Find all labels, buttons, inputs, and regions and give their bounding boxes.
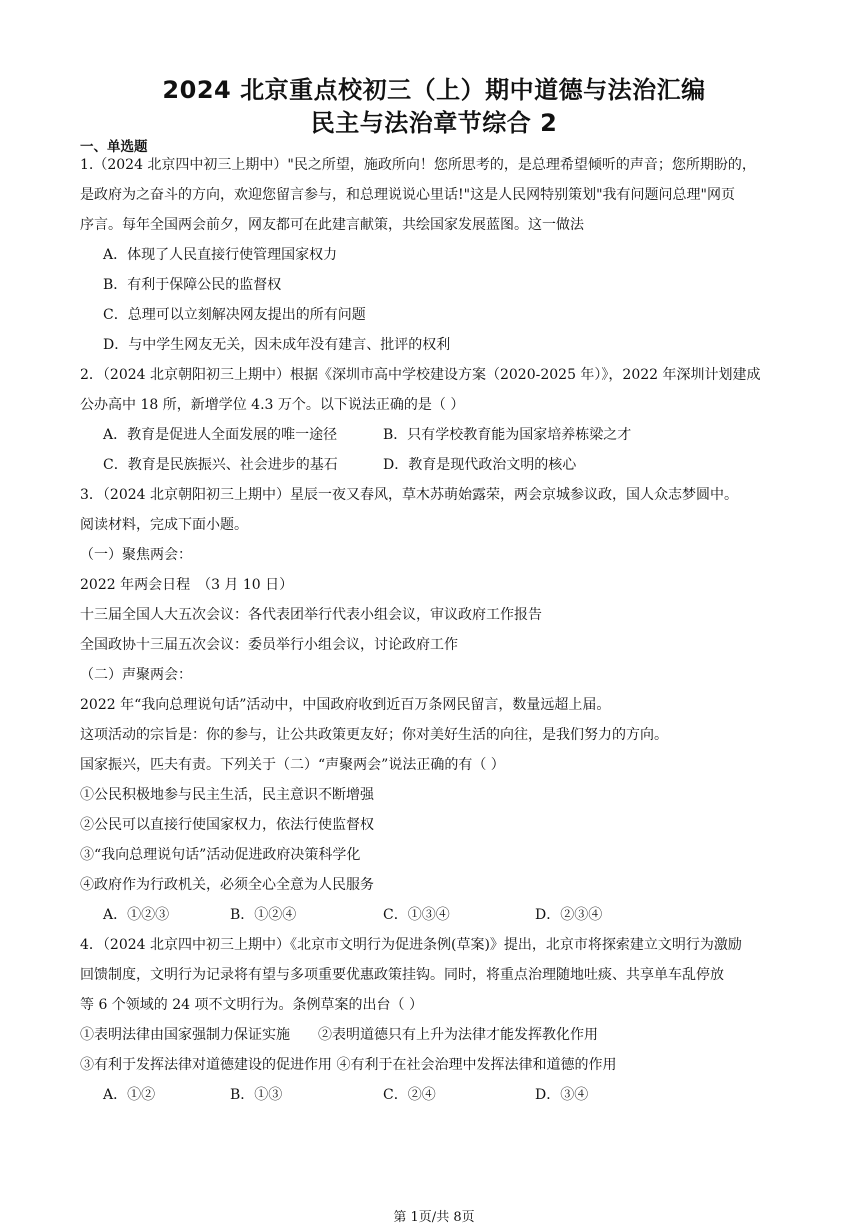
question-3-option-c: C．①③④ [383, 907, 450, 923]
question-3-material-line-2: 十三届全国人大五次会议：各代表团举行代表小组会议，审议政府工作报告 [80, 607, 542, 623]
question-2-option-c: C．教育是民族振兴、社会进步的基石 [103, 457, 338, 473]
question-4-statements-1-2: ①表明法律由国家强制力保证实施 ②表明道德只有上升为法律才能发挥教化作用 [80, 1027, 598, 1043]
question-3-statement-1: ①公民积极地参与民主生活，民主意识不断增强 [80, 787, 374, 803]
question-1-option-b: B．有利于保障公民的监督权 [103, 277, 282, 293]
section-heading: 一、单选题 [80, 139, 148, 155]
page-number-footer: 第 1页/共 8页 [393, 1210, 475, 1225]
document-subtitle: 民主与法治章节综合 2 [310, 109, 558, 137]
question-3-option-a: A．①②③ [103, 907, 170, 923]
question-3-option-b: B．①②④ [230, 907, 297, 923]
question-3-text-line-1: 3．（2024 北京朝阳初三上期中）星辰一夜又春风，草木苏萌始露荣，两会京城参议政，国人众志梦圆中。 [80, 487, 738, 503]
question-2-option-b: B．只有学校教育能为国家培养栋梁之才 [383, 427, 632, 443]
question-1-text-line-2: 是政府为之奋斗的方向，欢迎您留言参与，和总理说说心里话!"这是人民网特别策划"我有问题问总理"网页 [80, 187, 735, 203]
question-4-option-a: A．①② [103, 1087, 156, 1103]
question-3-material-line-5: 这项活动的宗旨是：你的参与，让公共政策更友好；你对美好生活的向往，是我们努力的方向。 [80, 727, 668, 743]
question-3-statement-3: ③“我向总理说句话”活动促进政府决策科学化 [80, 847, 361, 863]
question-3-material-heading-1: （一）聚焦两会： [80, 547, 192, 563]
question-3-material-line-4: 2022 年“我向总理说句话”活动中，中国政府收到近百万条网民留言，数量远超上届。 [80, 697, 611, 713]
question-2-option-a: A．教育是促进人全面发展的唯一途径 [103, 427, 338, 443]
question-3-prompt: 国家振兴，匹夫有责。下列关于（二）“声聚两会”说法正确的有（ ） [80, 757, 505, 773]
document-title: 2024 北京重点校初三（上）期中道德与法治汇编 [162, 76, 706, 104]
question-1-text-line-3: 序言。每年全国两会前夕，网友都可在此建言献策，共绘国家发展蓝图。这一做法 [80, 217, 584, 233]
question-2-text-line-2: 公办高中 18 所，新增学位 4.3 万个。以下说法正确的是（ ） [80, 397, 465, 413]
question-3-statement-4: ④政府作为行政机关，必须全心全意为人民服务 [80, 877, 374, 893]
question-4-option-b: B．①③ [230, 1087, 283, 1103]
question-3-material-line-1: 2022 年两会日程 （3 月 10 日） [80, 577, 294, 593]
question-1-option-a: A．体现了人民直接行使管理国家权力 [103, 247, 338, 263]
question-4-text-line-3: 等 6 个领域的 24 项不文明行为。条例草案的出台（ ） [80, 997, 423, 1013]
question-4-option-c: C．②④ [383, 1087, 436, 1103]
question-3-statement-2: ②公民可以直接行使国家权力，依法行使监督权 [80, 817, 374, 833]
question-4-statements-3-4: ③有利于发挥法律对道德建设的促进作用 ④有利于在社会治理中发挥法律和道德的作用 [80, 1057, 617, 1073]
question-2-option-d: D．教育是现代政治文明的核心 [383, 457, 577, 473]
question-4-text-line-2: 回馈制度，文明行为记录将有望与多项重要优惠政策挂钩。同时，将重点治理随地吐痰、共享单车乱停放 [80, 967, 724, 983]
question-3-material-heading-2: （二）声聚两会： [80, 667, 192, 683]
question-1-text-line-1: 1.（2024 北京四中初三上期中）"民之所望，施政所向！您所思考的，是总理希望倾听的声音；您所期盼的， [80, 157, 756, 173]
question-1-option-d: D．与中学生网友无关，因未成年没有建言、批评的权利 [103, 337, 451, 353]
question-4-text-line-1: 4．（2024 北京四中初三上期中）《北京市文明行为促进条例(草案)》提出，北京市将探索建立文明行为激励 [80, 937, 742, 953]
question-1-option-c: C．总理可以立刻解决网友提出的所有问题 [103, 307, 366, 323]
question-2-text-line-1: 2．（2024 北京朝阳初三上期中）根据《深圳市高中学校建设方案（2020-2025 年）》，2022 年深圳计划建成 [80, 367, 761, 383]
question-3-option-d: D．②③④ [535, 907, 603, 923]
question-3-text-line-2: 阅读材料，完成下面小题。 [80, 517, 248, 533]
question-3-material-line-3: 全国政协十三届五次会议：委员举行小组会议，讨论政府工作 [80, 637, 458, 653]
question-4-option-d: D．③④ [535, 1087, 589, 1103]
